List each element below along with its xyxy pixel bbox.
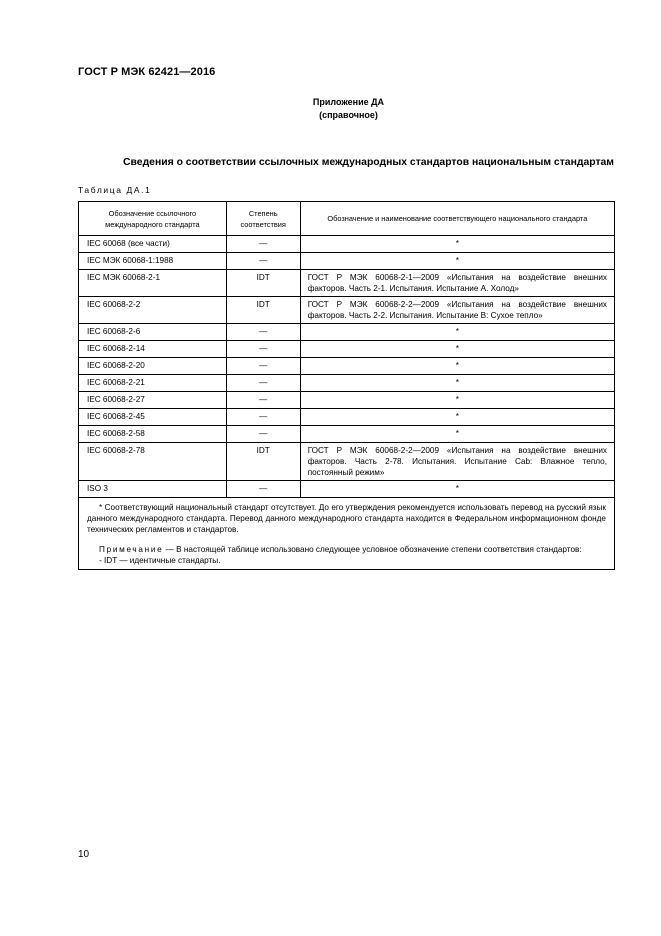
reference-standard-cell: IEC 60068-2-45 xyxy=(79,409,227,426)
national-standard-cell: * xyxy=(300,253,614,270)
reference-standard-cell: IEC МЭК 60068-1:1988 xyxy=(79,253,227,270)
national-standard-cell: * xyxy=(300,324,614,341)
degree-cell: — xyxy=(226,236,300,253)
reference-standard-cell: IEC 60068-2-78 xyxy=(79,443,227,481)
table-notes xyxy=(79,498,615,570)
table-row xyxy=(79,270,615,297)
page-number: 10 xyxy=(78,849,90,860)
national-standard-cell: ГОСТ Р МЭК 60068-2-1—2009 «Испытания на воздействие внешних факторов. Часть 2-1. Испытания. Испытание А. Холод» xyxy=(300,270,614,297)
reference-standard-cell: IEC 60068-2-14 xyxy=(79,341,227,358)
note-text: — В настоящей таблице использовано следующее условное обозначение степени соответствия стандартов: xyxy=(163,545,582,554)
table-row xyxy=(79,341,615,358)
table-row xyxy=(79,426,615,443)
appendix-subtitle: (справочное) xyxy=(319,110,378,120)
national-standard-cell: * xyxy=(300,426,614,443)
degree-cell: IDT xyxy=(226,297,300,324)
reference-standard-cell: IEC 60068-2-58 xyxy=(79,426,227,443)
degree-cell: — xyxy=(226,426,300,443)
table-row xyxy=(79,324,615,341)
column-header-national-standard: Обозначение и наименование соответствующего национального стандарта xyxy=(300,202,614,236)
reference-standard-cell: IEC 60068 (все части) xyxy=(79,236,227,253)
correspondence-table xyxy=(78,201,615,570)
appendix-header xyxy=(0,96,661,122)
reference-standard-cell: IEC МЭК 60068-2-1 xyxy=(79,270,227,297)
table-notes-row xyxy=(79,498,615,570)
degree-cell: — xyxy=(226,375,300,392)
national-standard-cell: * xyxy=(300,392,614,409)
degree-cell: IDT xyxy=(226,270,300,297)
table-caption: Таблица ДА.1 xyxy=(78,185,152,195)
table-row xyxy=(79,481,615,498)
reference-standard-cell: IEC 60068-2-20 xyxy=(79,358,227,375)
degree-cell: — xyxy=(226,253,300,270)
table-row xyxy=(79,236,615,253)
reference-standard-cell: IEC 60068-2-2 xyxy=(79,297,227,324)
national-standard-cell: ГОСТ Р МЭК 60068-2-2—2009 «Испытания на воздействие внешних факторов. Часть 2-78. Испытания. Испытание Cab: Влажное тепло, постоянный режим» xyxy=(300,443,614,481)
national-standard-cell: * xyxy=(300,409,614,426)
table-row xyxy=(79,358,615,375)
degree-cell: — xyxy=(226,358,300,375)
national-standard-cell: * xyxy=(300,341,614,358)
reference-standard-cell: ISO 3 xyxy=(79,481,227,498)
national-standard-cell: ГОСТ Р МЭК 60068-2-2—2009 «Испытания на воздействие внешних факторов. Часть 2-2. Испытания. Испытание В: Сухое тепло» xyxy=(300,297,614,324)
table-row xyxy=(79,392,615,409)
national-standard-cell: * xyxy=(300,236,614,253)
column-header-degree: Степень соответствия xyxy=(226,202,300,236)
table-header-row xyxy=(79,202,615,236)
table-row xyxy=(79,297,615,324)
national-standard-cell: * xyxy=(300,375,614,392)
note-label: Примечание xyxy=(99,545,164,554)
table-row xyxy=(79,375,615,392)
table-row xyxy=(79,253,615,270)
degree-cell: — xyxy=(226,409,300,426)
section-heading: Сведения о соответствии ссылочных международных стандартов национальным стандартам xyxy=(123,157,614,168)
table-row xyxy=(79,443,615,481)
degree-cell: — xyxy=(226,324,300,341)
footnote: * Соответствующий национальный стандарт отсутствует. До его утверждения рекомендуется использовать перевод на русский язык данного международного стандарта. Перевод данного международного стандарта находится в Федеральном информационном фонде технических регламентов и стандартов. xyxy=(87,503,606,534)
table-row xyxy=(79,409,615,426)
document-designation: ГОСТ Р МЭК 62421—2016 xyxy=(78,66,216,78)
appendix-title: Приложение ДА xyxy=(312,97,385,107)
column-header-reference-standard: Обозначение ссылочного международного стандарта xyxy=(79,202,227,236)
national-standard-cell: * xyxy=(300,481,614,498)
degree-cell: — xyxy=(226,392,300,409)
degree-cell: IDT xyxy=(226,443,300,481)
note xyxy=(87,544,606,555)
degree-cell: — xyxy=(226,341,300,358)
reference-standard-cell: IEC 60068-2-21 xyxy=(79,375,227,392)
national-standard-cell: * xyxy=(300,358,614,375)
reference-standard-cell: IEC 60068-2-6 xyxy=(79,324,227,341)
degree-cell: — xyxy=(226,481,300,498)
note-item: - IDT — идентичные стандарты. xyxy=(99,556,221,565)
reference-standard-cell: IEC 60068-2-27 xyxy=(79,392,227,409)
